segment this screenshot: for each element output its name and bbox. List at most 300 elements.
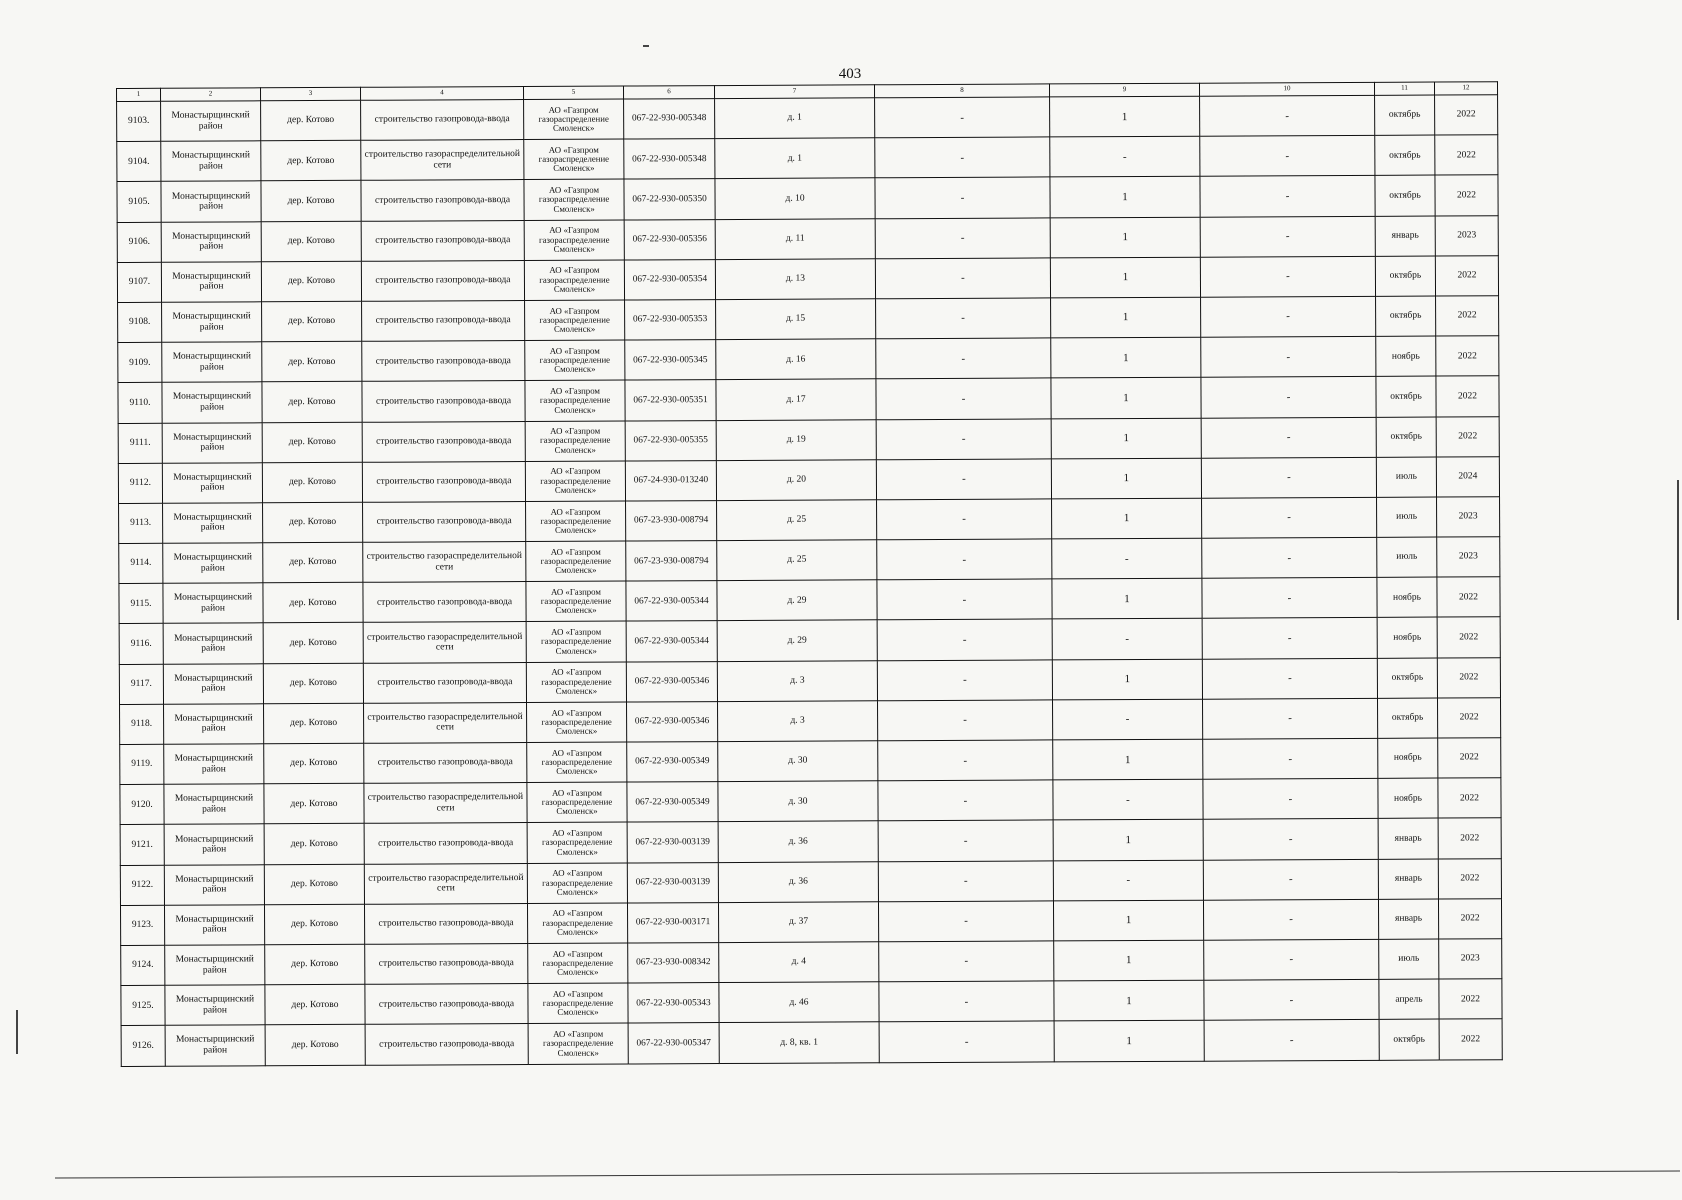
month-cell: октябрь (1375, 175, 1435, 215)
code-cell: 067-22-930-005348 (624, 139, 715, 180)
table-row (120, 738, 1501, 785)
table-row (120, 898, 1501, 945)
row-number: 9120. (120, 784, 164, 824)
organization-cell: АО «Газпром газораспределение Смоленск» (527, 863, 627, 904)
year-cell: 2022 (1437, 577, 1500, 617)
table-row (117, 135, 1498, 182)
code-cell: 067-22-930-005347 (628, 1023, 719, 1064)
work-type-cell: строительство газопровода-ввода (362, 300, 525, 341)
column-8-cell: - (876, 338, 1051, 379)
column-8-cell: - (878, 780, 1053, 821)
scan-speck (643, 45, 649, 47)
row-number: 9110. (118, 383, 162, 423)
column-9-cell: - (1053, 860, 1203, 901)
column-9-cell: 1 (1051, 337, 1201, 378)
organization-cell: АО «Газпром газораспределение Смоленск» (527, 903, 627, 944)
organization-cell: АО «Газпром газораспределение Смоленск» (524, 179, 624, 220)
organization-cell: АО «Газпром газораспределение Смоленск» (524, 139, 624, 180)
table-row (118, 416, 1499, 463)
organization-cell: АО «Газпром газораспределение Смоленск» (526, 541, 626, 582)
organization-cell: АО «Газпром газораспределение Смоленск» (526, 501, 626, 542)
year-cell: 2022 (1438, 778, 1501, 818)
table-row (120, 698, 1501, 745)
column-10-cell: - (1201, 336, 1376, 377)
column-8-cell: - (875, 137, 1050, 178)
locality-cell: дер. Котово (263, 663, 363, 704)
row-number: 9122. (120, 865, 164, 905)
address-cell: д. 37 (718, 902, 878, 943)
address-cell: д. 15 (716, 299, 876, 340)
district-cell: Монастырщинский район (164, 905, 264, 946)
code-cell: 067-22-930-003139 (627, 862, 718, 903)
table-row (118, 456, 1499, 503)
column-8-cell: - (879, 981, 1054, 1022)
district-cell: Монастырщинский район (165, 945, 265, 986)
district-cell: Монастырщинский район (165, 985, 265, 1026)
column-8-cell: - (878, 901, 1053, 942)
column-number: 4 (360, 87, 523, 101)
work-type-cell: строительство газопровода-ввода (362, 341, 525, 382)
table-row (119, 617, 1500, 664)
column-10-cell: - (1204, 939, 1379, 980)
row-number: 9119. (120, 744, 164, 784)
locality-cell: дер. Котово (264, 864, 364, 905)
code-cell: 067-22-930-005354 (624, 259, 715, 300)
address-cell: д. 17 (716, 379, 876, 420)
column-10-cell: - (1202, 537, 1377, 578)
address-cell: д. 46 (719, 982, 879, 1023)
work-type-cell: строительство газораспределительной сети (363, 622, 526, 663)
month-cell: июль (1376, 457, 1436, 497)
district-cell: Монастырщинский район (161, 141, 261, 182)
column-9-cell: 1 (1051, 418, 1201, 459)
organization-cell: АО «Газпром газораспределение Смоленск» (526, 621, 626, 662)
district-cell: Монастырщинский район (163, 543, 263, 584)
month-cell: октябрь (1377, 658, 1437, 698)
code-cell: 067-22-930-005356 (624, 219, 715, 260)
column-9-cell: 1 (1051, 297, 1201, 338)
year-cell: 2022 (1437, 617, 1500, 657)
code-cell: 067-22-930-005350 (624, 179, 715, 220)
code-cell: 067-22-930-003139 (627, 822, 718, 863)
table-row (121, 979, 1502, 1026)
month-cell: апрель (1379, 979, 1439, 1019)
code-cell: 067-22-930-005344 (626, 581, 717, 622)
code-cell: 067-22-930-005351 (625, 380, 716, 421)
district-cell: Монастырщинский район (162, 382, 262, 423)
organization-cell: АО «Газпром газораспределение Смоленск» (526, 662, 626, 703)
work-type-cell: строительство газопровода-ввода (361, 180, 524, 221)
locality-cell: дер. Котово (263, 502, 363, 543)
row-number: 9109. (118, 342, 162, 382)
column-9-cell: 1 (1052, 578, 1202, 619)
locality-cell: дер. Котово (265, 1025, 365, 1066)
column-9-cell: - (1052, 538, 1202, 579)
month-cell: ноябрь (1377, 577, 1437, 617)
row-number: 9115. (119, 584, 163, 624)
column-8-cell: - (877, 499, 1052, 540)
column-9-cell: 1 (1054, 1021, 1204, 1062)
row-number: 9108. (118, 302, 162, 342)
locality-cell: дер. Котово (263, 583, 363, 624)
column-10-cell: - (1202, 497, 1377, 538)
table-row (119, 537, 1500, 584)
column-9-cell: 1 (1054, 940, 1204, 981)
row-number: 9113. (119, 503, 163, 543)
column-10-cell: - (1203, 779, 1378, 820)
work-type-cell: строительство газопровода-ввода (361, 100, 524, 141)
column-9-cell: 1 (1053, 739, 1203, 780)
locality-cell: дер. Котово (263, 542, 363, 583)
work-type-cell: строительство газопровода-ввода (361, 260, 524, 301)
district-cell: Монастырщинский район (163, 623, 263, 664)
locality-cell: дер. Котово (265, 984, 365, 1025)
month-cell: ноябрь (1378, 738, 1438, 778)
column-10-cell: - (1200, 256, 1375, 297)
month-cell: январь (1378, 859, 1438, 899)
district-cell: Монастырщинский район (164, 784, 264, 825)
table-row (117, 175, 1498, 222)
locality-cell: дер. Котово (264, 743, 364, 784)
organization-cell: АО «Газпром газораспределение Смоленск» (528, 1023, 628, 1064)
month-cell: октябрь (1376, 296, 1436, 336)
column-10-cell: - (1200, 136, 1375, 177)
organization-cell: АО «Газпром газораспределение Смоленск» (527, 702, 627, 743)
column-number: 9 (1049, 83, 1199, 97)
locality-cell: дер. Котово (261, 100, 361, 141)
address-cell: д. 25 (717, 500, 877, 541)
table-row (119, 577, 1500, 624)
work-type-cell: строительство газораспределительной сети (364, 783, 527, 824)
column-9-cell: 1 (1050, 177, 1200, 218)
row-number: 9125. (121, 985, 165, 1025)
organization-cell: АО «Газпром газораспределение Смоленск» (528, 983, 628, 1024)
column-number: 8 (874, 84, 1049, 98)
address-cell: д. 36 (718, 821, 878, 862)
code-cell: 067-22-930-005355 (625, 420, 716, 461)
column-8-cell: - (878, 700, 1053, 741)
table-row (120, 818, 1501, 865)
code-cell: 067-23-930-008342 (628, 943, 719, 984)
year-cell: 2023 (1439, 939, 1502, 979)
column-10-cell: - (1201, 417, 1376, 458)
page-bottom-rule (55, 1170, 1680, 1178)
work-type-cell: строительство газораспределительной сети (363, 542, 526, 583)
column-8-cell: - (876, 378, 1051, 419)
address-cell: д. 1 (715, 138, 875, 179)
code-cell: 067-22-930-005353 (625, 300, 716, 341)
year-cell: 2022 (1439, 979, 1502, 1019)
column-10-cell: - (1200, 216, 1375, 257)
column-9-cell: 1 (1053, 820, 1203, 861)
year-cell: 2022 (1437, 698, 1500, 738)
row-number: 9117. (119, 664, 163, 704)
work-type-cell: строительство газораспределительной сети (361, 140, 524, 181)
column-number: 2 (161, 88, 261, 101)
column-9-cell: - (1050, 136, 1200, 177)
row-number: 9104. (117, 141, 161, 181)
table-row (118, 376, 1499, 423)
address-cell: д. 16 (716, 339, 876, 380)
column-9-cell: 1 (1050, 257, 1200, 298)
column-number: 11 (1374, 82, 1434, 95)
code-cell: 067-23-930-008794 (626, 500, 717, 541)
work-type-cell: строительство газопровода-ввода (364, 903, 527, 944)
address-cell: д. 11 (715, 218, 875, 259)
month-cell: октябрь (1375, 256, 1435, 296)
locality-cell: дер. Котово (261, 261, 361, 302)
month-cell: октябрь (1376, 417, 1436, 457)
locality-cell: дер. Котово (264, 824, 364, 865)
code-cell: 067-22-930-005345 (625, 340, 716, 381)
work-type-cell: строительство газопровода-ввода (362, 461, 525, 502)
column-9-cell: 1 (1051, 458, 1201, 499)
address-cell: д. 36 (718, 861, 878, 902)
address-cell: д. 29 (717, 580, 877, 621)
work-type-cell: строительство газопровода-ввода (365, 984, 528, 1025)
column-10-cell: - (1201, 457, 1376, 498)
district-cell: Монастырщинский район (162, 342, 262, 383)
column-10-cell: - (1202, 578, 1377, 619)
month-cell: июль (1377, 537, 1437, 577)
work-type-cell: строительство газопровода-ввода (362, 421, 525, 462)
column-10-cell: - (1203, 859, 1378, 900)
locality-cell: дер. Котово (262, 422, 362, 463)
district-cell: Монастырщинский район (161, 221, 261, 262)
table-row (118, 336, 1499, 383)
table-row (119, 497, 1500, 544)
organization-cell: АО «Газпром газораспределение Смоленск» (525, 300, 625, 341)
work-type-cell: строительство газопровода-ввода (363, 501, 526, 542)
column-number: 10 (1199, 82, 1374, 96)
code-cell: 067-24-930-013240 (625, 460, 716, 501)
column-9-cell: 1 (1052, 659, 1202, 700)
column-8-cell: - (875, 258, 1050, 299)
organization-cell: АО «Газпром газораспределение Смоленск» (525, 380, 625, 421)
organization-cell: АО «Газпром газораспределение Смоленск» (525, 421, 625, 462)
scan-mark (16, 1010, 18, 1054)
column-number: 6 (623, 86, 714, 99)
address-cell: д. 30 (718, 781, 878, 822)
year-cell: 2022 (1436, 296, 1499, 336)
year-cell: 2022 (1437, 657, 1500, 697)
table-row (117, 95, 1498, 142)
month-cell: октябрь (1375, 135, 1435, 175)
year-cell: 2022 (1439, 1019, 1502, 1059)
district-cell: Монастырщинский район (164, 744, 264, 785)
column-9-cell: 1 (1051, 378, 1201, 419)
column-8-cell: - (879, 941, 1054, 982)
row-number: 9124. (121, 945, 165, 985)
work-type-cell: строительство газопровода-ввода (365, 1024, 528, 1065)
year-cell: 2023 (1435, 215, 1498, 255)
row-number: 9123. (120, 905, 164, 945)
year-cell: 2022 (1435, 95, 1498, 135)
work-type-cell: строительство газораспределительной сети (364, 863, 527, 904)
district-cell: Монастырщинский район (165, 1025, 265, 1066)
address-cell: д. 30 (718, 741, 878, 782)
work-type-cell: строительство газопровода-ввода (363, 662, 526, 703)
column-8-cell: - (878, 820, 1053, 861)
row-number: 9105. (117, 182, 161, 222)
scan-mark (1677, 480, 1679, 620)
column-10-cell: - (1204, 979, 1379, 1020)
register-table (116, 81, 1503, 1066)
table-row (121, 1019, 1502, 1066)
district-cell: Монастырщинский район (163, 503, 263, 544)
address-cell: д. 1 (715, 98, 875, 139)
column-8-cell: - (877, 539, 1052, 580)
district-cell: Монастырщинский район (164, 704, 264, 745)
code-cell: 067-22-930-005349 (627, 742, 718, 783)
district-cell: Монастырщинский район (164, 824, 264, 865)
locality-cell: дер. Котово (261, 221, 361, 262)
row-number: 9103. (117, 101, 161, 141)
locality-cell: дер. Котово (264, 783, 364, 824)
column-8-cell: - (876, 298, 1051, 339)
district-cell: Монастырщинский район (163, 583, 263, 624)
page-number: 403 (838, 66, 862, 82)
district-cell: Монастырщинский район (162, 462, 262, 503)
code-cell: 067-22-930-003171 (627, 902, 718, 943)
work-type-cell: строительство газопровода-ввода (365, 943, 528, 984)
column-10-cell: - (1203, 738, 1378, 779)
column-8-cell: - (876, 459, 1051, 500)
organization-cell: АО «Газпром газораспределение Смоленск» (525, 461, 625, 502)
work-type-cell: строительство газопровода-ввода (361, 220, 524, 261)
address-cell: д. 13 (715, 259, 875, 300)
row-number: 9107. (117, 262, 161, 302)
month-cell: январь (1378, 818, 1438, 858)
column-10-cell: - (1204, 1020, 1379, 1061)
register-table-wrapper (116, 81, 1503, 1066)
district-cell: Монастырщинский район (162, 302, 262, 343)
column-10-cell: - (1200, 95, 1375, 136)
row-number: 9111. (118, 423, 162, 463)
organization-cell: АО «Газпром газораспределение Смоленск» (527, 742, 627, 783)
table-row (121, 939, 1502, 986)
column-number: 5 (523, 86, 623, 99)
table-row (119, 657, 1500, 704)
code-cell: 067-22-930-005344 (626, 621, 717, 662)
code-cell: 067-22-930-005346 (626, 661, 717, 702)
organization-cell: АО «Газпром газораспределение Смоленск» (524, 99, 624, 140)
organization-cell: АО «Газпром газораспределение Смоленск» (525, 340, 625, 381)
district-cell: Монастырщинский район (163, 663, 263, 704)
column-9-cell: 1 (1054, 980, 1204, 1021)
column-number: 1 (117, 88, 161, 101)
address-cell: д. 3 (718, 701, 878, 742)
column-10-cell: - (1203, 899, 1378, 940)
organization-cell: АО «Газпром газораспределение Смоленск» (524, 220, 624, 261)
table-row (117, 255, 1498, 302)
year-cell: 2022 (1438, 818, 1501, 858)
address-cell: д. 29 (717, 620, 877, 661)
organization-cell: АО «Газпром газораспределение Смоленск» (528, 943, 628, 984)
column-8-cell: - (877, 579, 1052, 620)
table-row (120, 858, 1501, 905)
address-cell: д. 19 (716, 419, 876, 460)
table-body (117, 95, 1503, 1066)
address-cell: д. 3 (717, 660, 877, 701)
column-10-cell: - (1202, 618, 1377, 659)
month-cell: октябрь (1376, 376, 1436, 416)
column-8-cell: - (877, 619, 1052, 660)
row-number: 9121. (120, 825, 164, 865)
column-number: 7 (714, 85, 874, 99)
work-type-cell: строительство газопровода-ввода (364, 743, 527, 784)
column-9-cell: 1 (1053, 900, 1203, 941)
column-9-cell: - (1052, 619, 1202, 660)
month-cell: ноябрь (1378, 778, 1438, 818)
locality-cell: дер. Котово (263, 623, 363, 664)
column-8-cell: - (876, 418, 1051, 459)
address-cell: д. 10 (715, 178, 875, 219)
year-cell: 2024 (1436, 456, 1499, 496)
year-cell: 2023 (1437, 537, 1500, 577)
month-cell: октябрь (1375, 95, 1435, 135)
row-number: 9118. (120, 704, 164, 744)
month-cell: июль (1379, 939, 1439, 979)
district-cell: Монастырщинский район (161, 262, 261, 303)
district-cell: Монастырщинский район (164, 864, 264, 905)
row-number: 9112. (118, 463, 162, 503)
column-number: 3 (261, 87, 361, 100)
address-cell: д. 4 (719, 942, 879, 983)
month-cell: январь (1378, 899, 1438, 939)
work-type-cell: строительство газопровода-ввода (364, 823, 527, 864)
year-cell: 2022 (1438, 858, 1501, 898)
year-cell: 2022 (1435, 135, 1498, 175)
column-8-cell: - (878, 860, 1053, 901)
locality-cell: дер. Котово (264, 703, 364, 744)
column-8-cell: - (878, 740, 1053, 781)
column-9-cell: 1 (1052, 498, 1202, 539)
organization-cell: АО «Газпром газораспределение Смоленск» (527, 782, 627, 823)
address-cell: д. 20 (716, 459, 876, 500)
locality-cell: дер. Котово (261, 140, 361, 181)
month-cell: октябрь (1379, 1019, 1439, 1059)
column-10-cell: - (1201, 296, 1376, 337)
code-cell: 067-22-930-005349 (627, 782, 718, 823)
column-9-cell: - (1053, 779, 1203, 820)
organization-cell: АО «Газпром газораспределение Смоленск» (527, 822, 627, 863)
month-cell: октябрь (1377, 698, 1437, 738)
column-10-cell: - (1202, 658, 1377, 699)
year-cell: 2022 (1436, 336, 1499, 376)
year-cell: 2022 (1435, 255, 1498, 295)
row-number: 9126. (121, 1026, 165, 1066)
row-number: 9106. (117, 222, 161, 262)
column-8-cell: - (877, 660, 1052, 701)
column-10-cell: - (1201, 377, 1376, 418)
month-cell: июль (1377, 497, 1437, 537)
month-cell: ноябрь (1377, 617, 1437, 657)
column-10-cell: - (1200, 176, 1375, 217)
code-cell: 067-23-930-008794 (626, 541, 717, 582)
column-10-cell: - (1203, 819, 1378, 860)
table-row (117, 215, 1498, 262)
organization-cell: АО «Газпром газораспределение Смоленск» (524, 260, 624, 301)
column-9-cell: - (1053, 699, 1203, 740)
code-cell: 067-22-930-005346 (627, 701, 718, 742)
table-row (120, 778, 1501, 825)
month-cell: январь (1375, 216, 1435, 256)
column-8-cell: - (875, 177, 1050, 218)
locality-cell: дер. Котово (261, 181, 361, 222)
column-8-cell: - (879, 1021, 1054, 1062)
column-10-cell: - (1202, 698, 1377, 739)
